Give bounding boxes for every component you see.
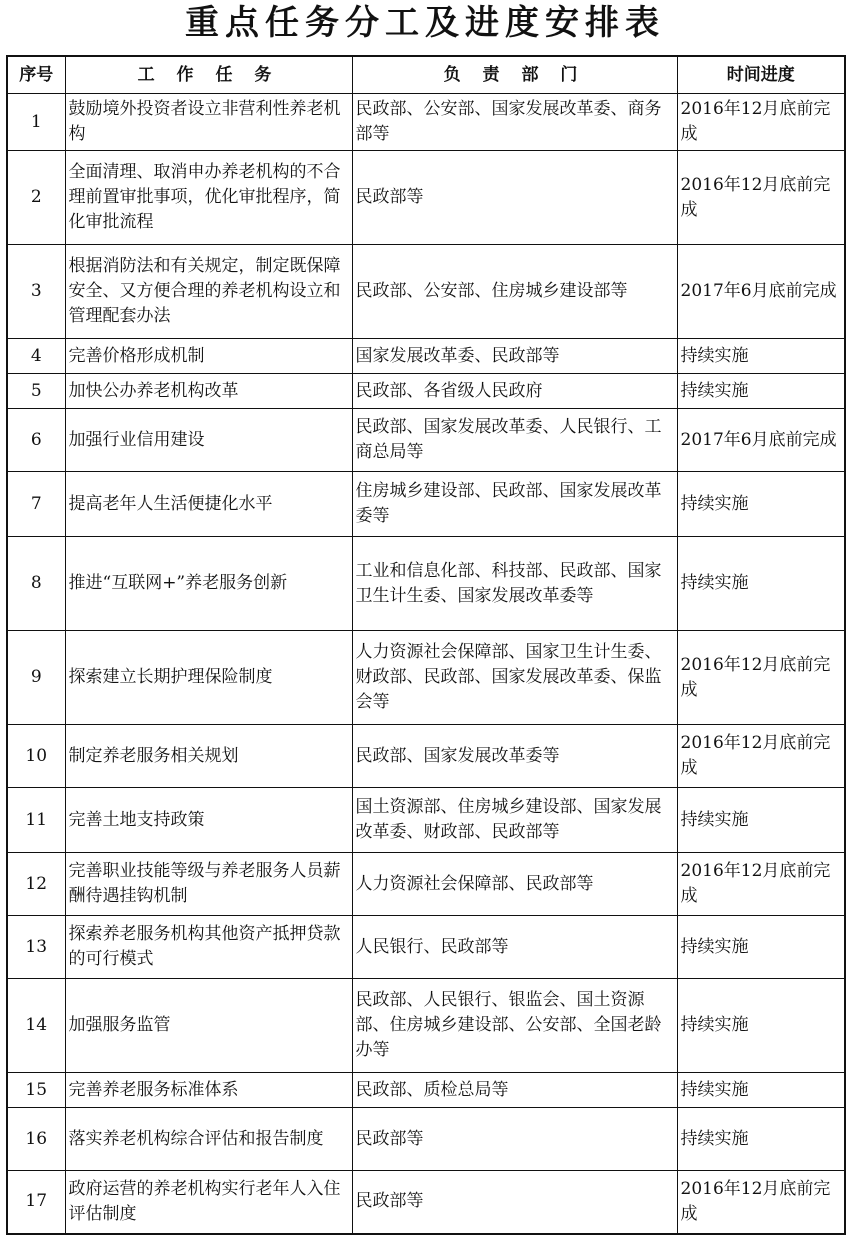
table-row [7,725,845,788]
row-dept: 民政部等 [352,1171,677,1234]
row-index: 16 [7,1108,65,1171]
row-task: 提高老年人生活便捷化水平 [65,472,352,537]
table-row [7,151,845,245]
row-time: 持续实施 [677,1073,845,1108]
table-row [7,537,845,631]
row-task: 推进“互联网+”养老服务创新 [65,537,352,631]
row-index: 3 [7,245,65,339]
table-row [7,245,845,339]
row-index: 10 [7,725,65,788]
row-time: 2016年12月底前完成 [677,725,845,788]
table-row [7,853,845,916]
row-dept: 住房城乡建设部、民政部、国家发展改革委等 [352,472,677,537]
row-dept: 民政部、公安部、住房城乡建设部等 [352,245,677,339]
row-task: 加强行业信用建设 [65,409,352,472]
row-task: 探索建立长期护理保险制度 [65,631,352,725]
row-time: 持续实施 [677,788,845,853]
header-index: 序号 [7,56,65,94]
task-table [6,55,846,1235]
row-dept: 民政部、国家发展改革委、人民银行、工商总局等 [352,409,677,472]
table-row [7,1171,845,1234]
page-title: 重点任务分工及进度安排表 [185,3,665,43]
header-time: 时间进度 [677,56,845,94]
table-row [7,631,845,725]
table-row [7,979,845,1073]
row-dept: 工业和信息化部、科技部、民政部、国家卫生计生委、国家发展改革委等 [352,537,677,631]
row-dept: 民政部、人民银行、银监会、国土资源部、住房城乡建设部、公安部、全国老龄办等 [352,979,677,1073]
row-index: 5 [7,374,65,409]
row-dept: 民政部等 [352,151,677,245]
row-index: 4 [7,339,65,374]
row-task: 政府运营的养老机构实行老年人入住评估制度 [65,1171,352,1234]
row-time: 持续实施 [677,374,845,409]
row-dept: 国土资源部、住房城乡建设部、国家发展改革委、财政部、民政部等 [352,788,677,853]
row-task: 完善养老服务标准体系 [65,1073,352,1108]
row-time: 持续实施 [677,1108,845,1171]
row-dept: 国家发展改革委、民政部等 [352,339,677,374]
row-index: 11 [7,788,65,853]
table-row [7,1108,845,1171]
row-dept: 人力资源社会保障部、民政部等 [352,853,677,916]
row-time: 2016年12月底前完成 [677,151,845,245]
table-row [7,1073,845,1108]
row-dept: 人民银行、民政部等 [352,916,677,979]
row-index: 7 [7,472,65,537]
row-time: 2017年6月底前完成 [677,409,845,472]
row-index: 14 [7,979,65,1073]
table-row [7,409,845,472]
table-row [7,339,845,374]
row-task: 加快公办养老机构改革 [65,374,352,409]
row-task: 制定养老服务相关规划 [65,725,352,788]
row-index: 12 [7,853,65,916]
row-index: 1 [7,94,65,151]
row-time: 持续实施 [677,537,845,631]
table-header-row [7,56,845,94]
row-time: 2016年12月底前完成 [677,631,845,725]
header-task: 工 作 任 务 [65,56,352,94]
row-dept: 人力资源社会保障部、国家卫生计生委、财政部、民政部、国家发展改革委、保监会等 [352,631,677,725]
row-dept: 民政部、质检总局等 [352,1073,677,1108]
row-index: 6 [7,409,65,472]
row-time: 2016年12月底前完成 [677,1171,845,1234]
row-index: 2 [7,151,65,245]
row-dept: 民政部、国家发展改革委等 [352,725,677,788]
row-time: 持续实施 [677,472,845,537]
table-row [7,374,845,409]
header-dept: 负 责 部 门 [352,56,677,94]
row-dept: 民政部等 [352,1108,677,1171]
row-time: 2016年12月底前完成 [677,853,845,916]
row-task: 全面清理、取消申办养老机构的不合理前置审批事项，优化审批程序，简化审批流程 [65,151,352,245]
row-time: 2016年12月底前完成 [677,94,845,151]
row-dept: 民政部、公安部、国家发展改革委、商务部等 [352,94,677,151]
row-task: 鼓励境外投资者设立非营利性养老机构 [65,94,352,151]
row-index: 9 [7,631,65,725]
row-time: 持续实施 [677,339,845,374]
row-task: 完善职业技能等级与养老服务人员薪酬待遇挂钩机制 [65,853,352,916]
row-index: 13 [7,916,65,979]
table-row [7,916,845,979]
row-index: 8 [7,537,65,631]
row-task: 完善土地支持政策 [65,788,352,853]
row-task: 探索养老服务机构其他资产抵押贷款的可行模式 [65,916,352,979]
table-row [7,788,845,853]
row-time: 2017年6月底前完成 [677,245,845,339]
row-task: 落实养老机构综合评估和报告制度 [65,1108,352,1171]
table-row [7,472,845,537]
row-task: 加强服务监管 [65,979,352,1073]
row-task: 完善价格形成机制 [65,339,352,374]
table-row [7,94,845,151]
row-time: 持续实施 [677,916,845,979]
row-task: 根据消防法和有关规定，制定既保障安全、又方便合理的养老机构设立和管理配套办法 [65,245,352,339]
row-time: 持续实施 [677,979,845,1073]
row-index: 17 [7,1171,65,1234]
row-index: 15 [7,1073,65,1108]
row-dept: 民政部、各省级人民政府 [352,374,677,409]
